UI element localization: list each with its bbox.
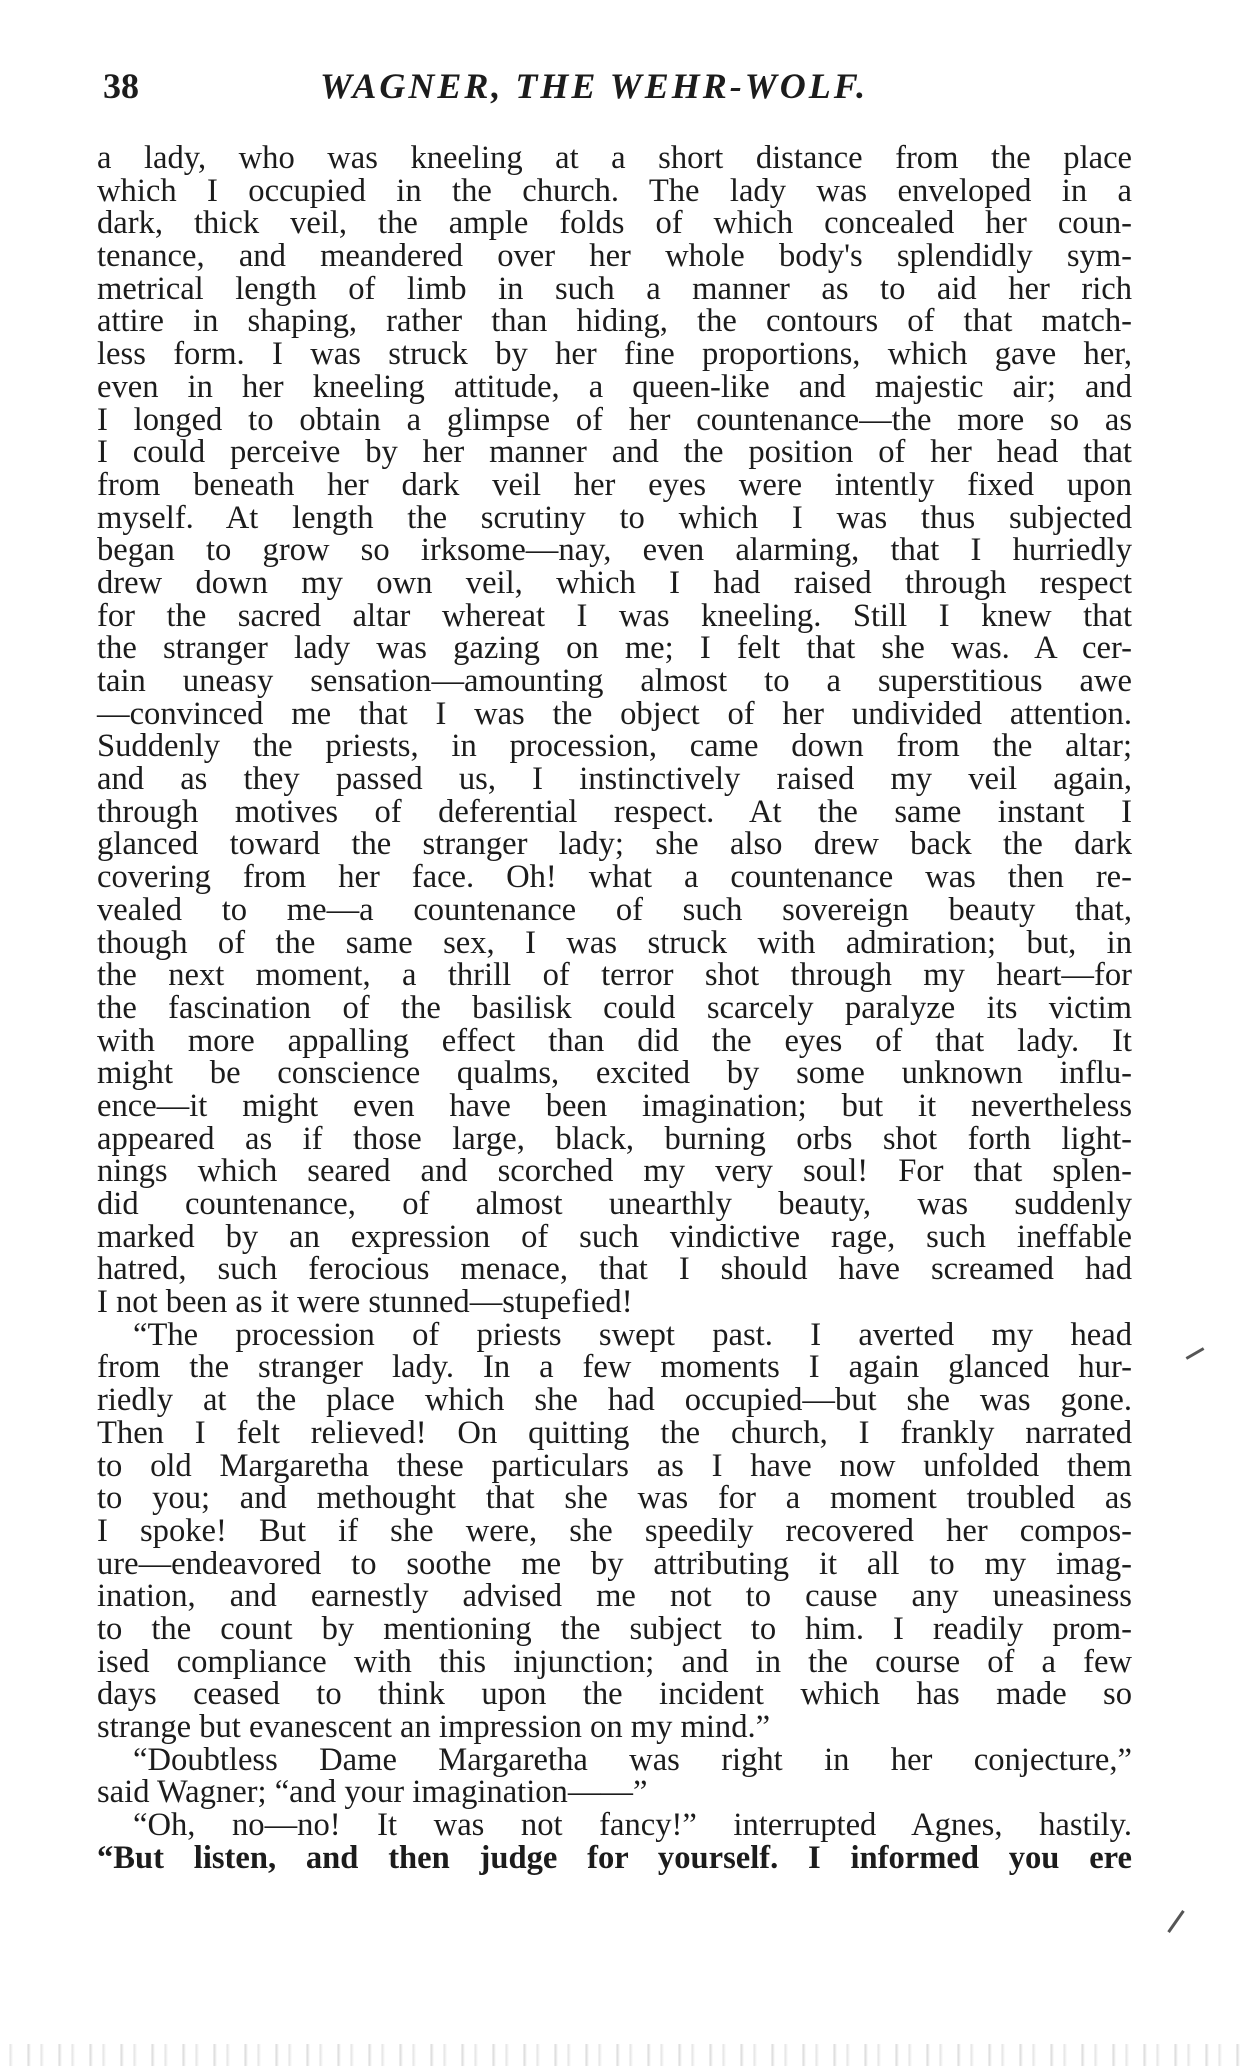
text-line: tain uneasy sensation—amounting almost to a superstitious awe xyxy=(97,663,1132,699)
text-line: “But listen, and then judge for yourself. I informed you ere xyxy=(97,1839,1132,1876)
text-line: did countenance, of almost unearthly beauty, was suddenly xyxy=(97,1186,1132,1222)
margin-mark xyxy=(1186,1347,1205,1360)
text-line: with more appalling effect than did the eyes of that lady. It xyxy=(97,1022,1132,1059)
text-line: and as they passed us, I instinctively raised my veil again, xyxy=(97,761,1132,798)
text-line: to old Margaretha these particulars as I have now unfolded them xyxy=(97,1447,1132,1484)
text-line: Suddenly the priests, in procession, came down from the altar; xyxy=(97,728,1132,765)
text-line: days ceased to think upon the incident which has made so xyxy=(97,1676,1132,1713)
text-line: from beneath her dark veil her eyes were intently fixed upon xyxy=(97,466,1132,503)
text-line: ination, and earnestly advised me not to cause any uneasiness xyxy=(97,1578,1132,1615)
text-line: vealed to me—a countenance of such sovereign beauty that, xyxy=(97,891,1132,928)
text-line: from the stranger lady. In a few moments I again glanced hur- xyxy=(97,1349,1132,1386)
text-line: Then I felt relieved! On quitting the church, I frankly narrated xyxy=(97,1414,1132,1451)
page-number: 38 xyxy=(103,66,139,106)
text-line: I spoke! But if she were, she speedily recovered her compos- xyxy=(97,1512,1132,1549)
text-line: the fascination of the basilisk could scarcely paralyze its victim xyxy=(97,989,1132,1026)
text-line: metrical length of limb in such a manner as to aid her rich xyxy=(97,270,1132,307)
text-line: said Wagner; “and your imagination——” xyxy=(97,1774,648,1811)
text-line: marked by an expression of such vindictive rage, such ineffable xyxy=(97,1218,1132,1255)
text-line: glanced toward the stranger lady; she also drew back the dark xyxy=(97,826,1132,863)
text-line: “Oh, no—no! It was not fancy!” interrupted Agnes, hastily. xyxy=(133,1807,1132,1844)
text-line: ence—it might even have been imagination; but it nevertheless xyxy=(97,1087,1132,1124)
text-line: the stranger lady was gazing on me; I felt that she was. A cer- xyxy=(97,630,1132,667)
text-line: the next moment, a thrill of terror shot through my heart—for xyxy=(97,957,1132,994)
text-line: attire in shaping, rather than hiding, the contours of that match- xyxy=(97,303,1132,340)
text-line: ure—endeavored to soothe me by attributing it all to my imag- xyxy=(97,1545,1132,1582)
text-line: nings which seared and scorched my very soul! For that splen- xyxy=(97,1153,1132,1190)
text-line: drew down my own veil, which I had raised through respect xyxy=(97,564,1132,601)
text-line: for the sacred altar whereat I was kneeling. Still I knew that xyxy=(97,597,1132,634)
page-edge-stain xyxy=(0,2044,1243,2066)
text-line: through motives of deferential respect. At the same instant I xyxy=(97,793,1132,830)
text-line: less form. I was struck by her fine proportions, which gave her, xyxy=(97,336,1132,373)
text-line: riedly at the place which she had occupied—but she was gone. xyxy=(97,1382,1132,1419)
text-line: I longed to obtain a glimpse of her countenance—the more so as xyxy=(97,401,1132,438)
text-line: began to grow so irksome—nay, even alarming, that I hurriedly xyxy=(97,532,1132,569)
text-line: a lady, who was kneeling at a short distance from the place xyxy=(97,140,1132,176)
text-line: dark, thick veil, the ample folds of which concealed her coun- xyxy=(97,205,1132,242)
text-line: might be conscience qualms, excited by some unknown influ- xyxy=(97,1055,1132,1092)
text-line: strange but evanescent an impression on my mind.” xyxy=(97,1709,771,1745)
text-line: “Doubtless Dame Margaretha was right in her conjecture,” xyxy=(133,1741,1132,1778)
text-line: hatred, such ferocious menace, that I should have screamed had xyxy=(97,1251,1132,1288)
text-line: ised compliance with this injunction; and in the course of a few xyxy=(97,1643,1132,1680)
text-line: covering from her face. Oh! what a countenance was then re- xyxy=(97,859,1132,896)
text-line: —convinced me that I was the object of her undivided attention. xyxy=(97,695,1132,732)
text-line: though of the same sex, I was struck with admiration; but, in xyxy=(97,924,1132,961)
text-line: to the count by mentioning the subject to him. I readily prom- xyxy=(97,1610,1132,1647)
text-line: appeared as if those large, black, burning orbs shot forth light- xyxy=(97,1120,1132,1157)
margin-mark xyxy=(1167,1910,1184,1933)
text-line: I not been as it were stunned—stupefied! xyxy=(97,1284,633,1321)
text-line: myself. At length the scrutiny to which I was thus subjected xyxy=(97,499,1132,536)
running-head: WAGNER, THE WEHR-WOLF. xyxy=(320,66,869,106)
text-line: which I occupied in the church. The lady was enveloped in a xyxy=(97,172,1132,209)
text-line: I could perceive by her manner and the position of her head that xyxy=(97,434,1132,471)
text-line: tenance, and meandered over her whole body's splendidly sym- xyxy=(97,238,1132,275)
text-line: to you; and methought that she was for a moment troubled as xyxy=(97,1480,1132,1517)
body-text xyxy=(97,142,1132,1874)
text-line: “The procession of priests swept past. I averted my head xyxy=(133,1316,1132,1353)
text-line: even in her kneeling attitude, a queen-like and majestic air; and xyxy=(97,368,1132,405)
